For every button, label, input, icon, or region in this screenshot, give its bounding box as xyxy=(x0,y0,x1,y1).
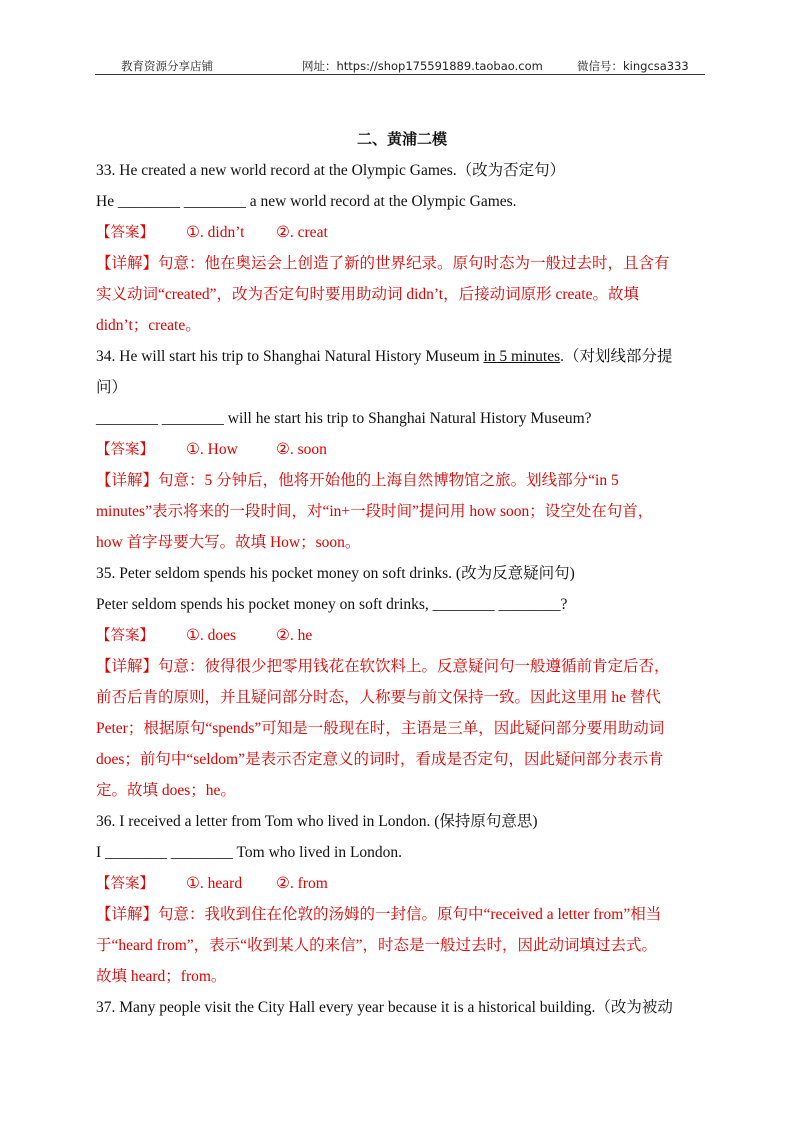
q36-explain-line: 故填 heard；from。 xyxy=(96,968,227,985)
q34-question-post: .（对划线部分提 xyxy=(560,348,673,365)
header-divider xyxy=(95,74,705,75)
answer-label: 【答案】 xyxy=(96,442,154,458)
q35-explain-line: Peter；根据原句“spends”可知是一般现在时，主语是三单，因此疑问部分要用助动词 xyxy=(96,720,665,737)
answer-label: 【答案】 xyxy=(96,225,154,241)
header-wechat: 微信号：kingcsa333 xyxy=(577,59,689,73)
q35-answer xyxy=(96,620,708,651)
answer-1: ①. How xyxy=(186,441,238,458)
q36-answer xyxy=(96,868,708,899)
header-shop-name: 教育资源分享店铺 xyxy=(121,59,213,73)
q36-explain-line: 【详解】句意：我收到住在伦敦的汤姆的一封信。原句中“received a letter from”相当 xyxy=(96,906,662,923)
answer-2: ②. creat xyxy=(276,224,328,241)
q34-question-line2: 问） xyxy=(96,379,128,396)
q34-explain-line: 【详解】句意：5 分钟后，他将开始他的上海自然博物馆之旅。划线部分“in 5 xyxy=(96,472,619,489)
q33-explain-line: 【详解】句意：他在奥运会上创造了新的世界纪录。原句时态为一般过去时，且含有 xyxy=(96,255,670,272)
q34-underlined-part: in 5 minutes xyxy=(483,348,561,365)
q35-blank-line: Peter seldom spends his pocket money on soft drinks, ________ ________? xyxy=(96,596,568,613)
q35-question: 35. Peter seldom spends his pocket money on soft drinks. (改为反意疑问句) xyxy=(96,565,575,582)
header-url[interactable]: 网址：https://shop175591889.taobao.com xyxy=(302,59,543,73)
answer-2: ②. from xyxy=(276,875,328,892)
q35-explain-line: 前否后肯的原则，并且疑问部分时态，人称要与前文保持一致。因此这里用 he 替代 xyxy=(96,689,661,706)
answer-1: ①. heard xyxy=(186,875,243,892)
q34-answer xyxy=(96,434,708,465)
q34-question xyxy=(96,341,708,372)
answer-1: ①. didn’t xyxy=(186,224,245,241)
q34-explain-line: how 首字母要大写。故填 How；soon。 xyxy=(96,534,361,551)
q33-explain-line: 实义动词“created”，改为否定句时要用助动词 didn’t，后接动词原形 create。故填 xyxy=(96,286,639,303)
q33-explain-line: didn’t；create。 xyxy=(96,317,201,334)
q35-explain-line: 定。故填 does；he。 xyxy=(96,782,236,799)
answer-2: ②. he xyxy=(276,627,313,644)
answer-label: 【答案】 xyxy=(96,628,154,644)
q36-question: 36. I received a letter from Tom who lived in London. (保持原句意思) xyxy=(96,813,538,830)
q33-blank-line: He ________ ________ a new world record at the Olympic Games. xyxy=(96,193,517,210)
document-body xyxy=(96,124,708,1023)
section-title: 二、黄浦二模 xyxy=(356,130,447,148)
q35-explain-line: 【详解】句意：彼得很少把零用钱花在软饮料上。反意疑问句一般遵循前肯定后否， xyxy=(96,658,670,675)
q36-explain-line: 于“heard from”，表示“收到某人的来信”，时态是一般过去时，因此动词填过去式。 xyxy=(96,937,657,954)
q37-question: 37. Many people visit the City Hall every year because it is a historical building.（改为被动 xyxy=(96,999,673,1016)
q33-question: 33. He created a new world record at the Olympic Games.（改为否定句） xyxy=(96,162,566,179)
answer-label: 【答案】 xyxy=(96,876,154,892)
answer-2: ②. soon xyxy=(276,441,327,458)
q33-answer xyxy=(96,217,708,248)
q35-explain-line: does；前句中“seldom”是表示否定意义的词时，看成是否定句，因此疑问部分表示肯 xyxy=(96,751,664,768)
q34-question-pre: 34. He will start his trip to Shanghai Natural History Museum xyxy=(96,348,484,365)
answer-1: ①. does xyxy=(186,627,237,644)
q34-blank-line: ________ ________ will he start his trip to Shanghai Natural History Museum? xyxy=(96,410,592,427)
q34-explain-line: minutes”表示将来的一段时间，对“in+一段时间”提问用 how soon；设空处在句首， xyxy=(96,503,654,520)
q36-blank-line: I ________ ________ Tom who lived in London. xyxy=(96,844,403,861)
